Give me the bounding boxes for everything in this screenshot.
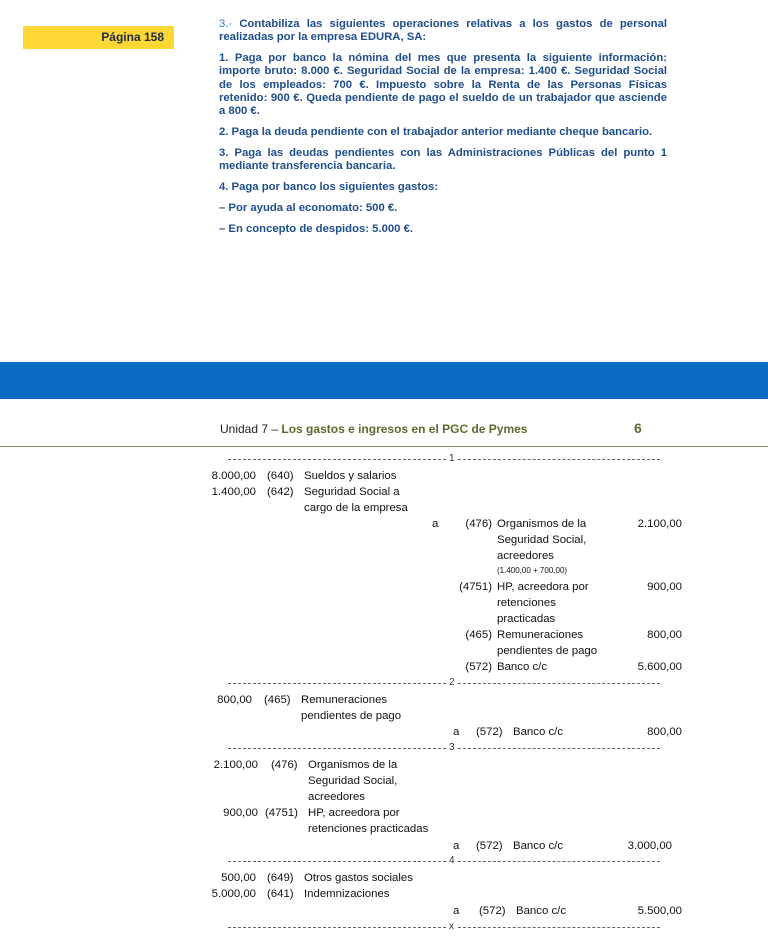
debit-amount: 8.000,00	[211, 470, 256, 482]
exercise-title	[219, 18, 667, 45]
account-name: HP, acreedora por	[308, 807, 400, 819]
credit-amount: 5.500,00	[637, 905, 682, 917]
account-name: Organismos de la	[497, 518, 587, 530]
exercise-statement	[219, 18, 667, 243]
credit-amount: 900,00	[647, 581, 682, 593]
account-name: cargo de la empresa	[304, 502, 408, 514]
account-code: (572)	[465, 661, 492, 673]
exercise-title-text: Contabiliza las siguientes operaciones relativas a los gastos de personal realizadas por la empresa EDURA, SA:	[219, 18, 667, 44]
account-name: Organismos de la	[308, 759, 398, 771]
account-code: (476)	[465, 518, 492, 530]
account-name: Banco c/c	[513, 726, 564, 738]
debit-amount: 1.400,00	[211, 486, 256, 498]
credit-marker: a	[453, 726, 460, 738]
exercise-item: – Por ayuda al economato: 500 €.	[219, 201, 398, 214]
account-name: Banco c/c	[497, 661, 548, 673]
account-name: Seguridad Social a	[304, 486, 400, 498]
account-name: pendientes de pago	[301, 710, 402, 722]
entry-number: 4	[449, 855, 455, 866]
credit-amount: 800,00	[647, 726, 682, 738]
entry-separator	[228, 855, 660, 867]
amount-note: (1.400,00 + 700,00)	[497, 566, 568, 575]
account-code: (465)	[264, 694, 291, 706]
account-name: Sueldos y salarios	[304, 470, 397, 482]
account-code: (642)	[267, 486, 294, 498]
account-name: practicadas	[497, 613, 556, 625]
entry-separator	[228, 742, 660, 754]
credit-amount: 800,00	[647, 629, 682, 641]
page-number: 6	[634, 420, 642, 436]
account-code: (572)	[476, 726, 503, 738]
account-name: Remuneraciones	[497, 629, 584, 641]
unit-title: Los gastos e ingresos en el PGC de Pymes	[281, 422, 528, 436]
entry-number: x	[449, 921, 454, 932]
unit-header	[220, 422, 527, 436]
debit-amount: 5.000,00	[211, 888, 256, 900]
exercise-item: – En concepto de despidos: 5.000 €.	[219, 222, 413, 235]
header-band	[0, 362, 768, 399]
account-code: (572)	[476, 840, 503, 852]
exercise-item: 1. Paga por banco la nómina del mes que presenta la siguiente información: importe bruto: 8.000 €. Seguridad Social de la empresa: 1.400 €. Seguridad Social de los empleados: 700 €. Impuesto sobre la Renta de las Personas Físicas retenido: 900 €. Queda pendiente de pago el sueldo de un trabajador que asciende a 800 €.	[219, 52, 667, 118]
account-code: (641)	[267, 888, 294, 900]
account-name: retenciones practicadas	[308, 823, 429, 835]
account-name: Seguridad Social,	[497, 534, 587, 546]
account-code: (572)	[479, 905, 506, 917]
debit-amount: 900,00	[223, 807, 258, 819]
credit-marker: a	[453, 840, 460, 852]
unit-label: Unidad 7 –	[220, 422, 282, 436]
account-name: HP, acreedora por	[497, 581, 589, 593]
debit-amount: 500,00	[221, 872, 256, 884]
page-badge-label: Página 158	[101, 30, 164, 44]
account-code: (4751)	[459, 581, 492, 593]
account-code: (465)	[465, 629, 492, 641]
account-name: Seguridad Social,	[308, 775, 398, 787]
account-name: pendientes de pago	[497, 645, 598, 657]
credit-marker: a	[453, 905, 460, 917]
header-rule	[0, 446, 768, 447]
account-name: Indemnizaciones	[304, 888, 390, 900]
entry-number: 3	[449, 742, 455, 753]
account-code: (476)	[271, 759, 298, 771]
exercise-item: 4. Paga por banco los siguientes gastos:	[219, 180, 439, 193]
exercise-item: 3. Paga las deudas pendientes con las Administraciones Públicas del punto 1 mediante transferencia bancaria.	[219, 146, 667, 173]
account-name: Otros gastos sociales	[304, 872, 413, 884]
account-name: acreedores	[497, 550, 554, 562]
entry-number: 2	[449, 677, 455, 688]
entry-separator	[228, 921, 660, 933]
exercise-number: 3.·	[219, 18, 233, 30]
account-code: (649)	[267, 872, 294, 884]
entry-number: 1	[449, 453, 455, 464]
credit-amount: 2.100,00	[637, 518, 682, 530]
debit-amount: 2.100,00	[213, 759, 258, 771]
account-name: Banco c/c	[516, 905, 567, 917]
entry-separator	[228, 453, 660, 465]
account-name: retenciones	[497, 597, 556, 609]
account-code: (640)	[267, 470, 294, 482]
entry-separator	[228, 677, 660, 689]
credit-amount: 5.600,00	[637, 661, 682, 673]
account-code: (4751)	[265, 807, 298, 819]
account-name: Banco c/c	[513, 840, 564, 852]
exercise-item: 2. Paga la deuda pendiente con el trabajador anterior mediante cheque bancario.	[219, 126, 653, 139]
credit-amount: 3.000,00	[627, 840, 672, 852]
page-badge	[23, 26, 174, 49]
account-name: Remuneraciones	[301, 694, 388, 706]
credit-marker: a	[432, 518, 439, 530]
debit-amount: 800,00	[217, 694, 252, 706]
account-name: acreedores	[308, 791, 365, 803]
